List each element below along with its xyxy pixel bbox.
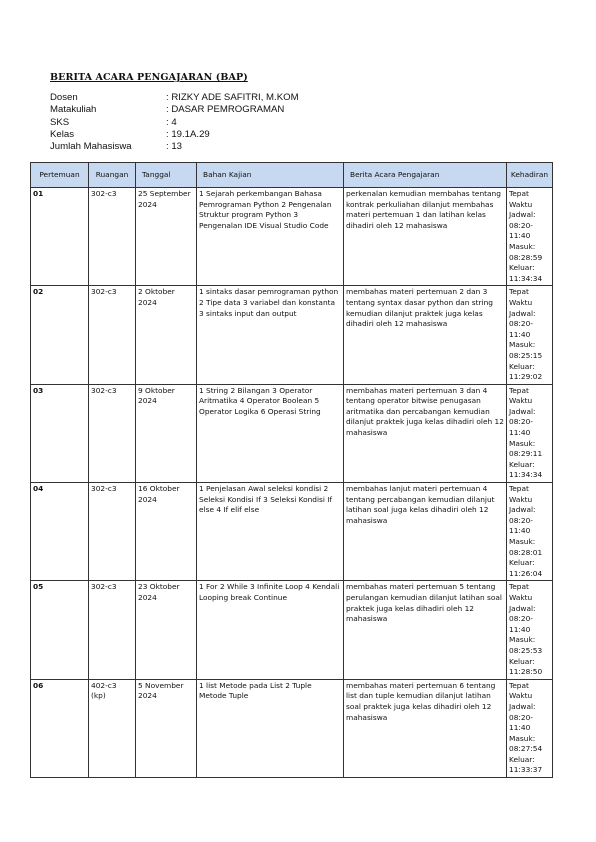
cell-tanggal: 2 Oktober 2024 — [136, 286, 197, 384]
cell-kehadiran: Tepat Waktu Jadwal: 08:20-11:40 Masuk: 08:27:54 Keluar: 11:33:37 — [507, 679, 553, 777]
bap-table — [30, 162, 553, 778]
cell-bahan-kajian: 1 String 2 Bilangan 3 Operator Aritmatika 4 Operator Boolean 5 Operator Logika 6 Operasi String — [197, 384, 344, 482]
info-label: Dosen — [50, 92, 78, 103]
header-kehadiran: Kehadiran — [507, 163, 553, 188]
cell-bahan-kajian: 1 list Metode pada List 2 Tuple Metode Tuple — [197, 679, 344, 777]
course-info — [50, 92, 299, 153]
info-label: Jumlah Mahasiswa — [50, 141, 132, 153]
cell-berita-acara: perkenalan kemudian membahas tentang kontrak perkuliahan dilanjut membahas materi pertemuan 1 dan latihan kelas dihadiri oleh 12 mahasiswa — [344, 188, 507, 286]
cell-kehadiran: Tepat Waktu Jadwal: 08:20-11:40 Masuk: 08:28:01 Keluar: 11:26:04 — [507, 483, 553, 581]
cell-kehadiran: Tepat Waktu Jadwal: 08:20-11:40 Masuk: 08:29:11 Keluar: 11:34:34 — [507, 384, 553, 482]
cell-bahan-kajian: 1 Sejarah perkembangan Bahasa Pemrograman Python 2 Pengenalan Struktur program Python 3 Pengenalan IDE Visual Studio Code — [197, 188, 344, 286]
cell-berita-acara: membahas materi pertemuan 5 tentang perulangan kemudian dilanjut latihan soal praktek juga kelas dihadiri oleh 12 mahasiswa — [344, 581, 507, 679]
header-tanggal: Tanggal — [136, 163, 197, 188]
cell-tanggal: 16 Oktober 2024 — [136, 483, 197, 581]
header-bahan-kajian: Bahan Kajian — [197, 163, 344, 188]
info-value: : 4 — [166, 116, 177, 128]
info-row-dosen — [50, 92, 299, 104]
cell-pertemuan: 01 — [31, 188, 89, 286]
cell-tanggal: 23 Oktober 2024 — [136, 581, 197, 679]
cell-ruangan: 302-c3 — [89, 581, 136, 679]
info-row-kelas — [50, 129, 299, 141]
table-row — [31, 384, 553, 482]
table-header-row — [31, 163, 553, 188]
cell-kehadiran: Tepat Waktu Jadwal: 08:20-11:40 Masuk: 08:28:59 Keluar: 11:34:34 — [507, 188, 553, 286]
header-pertemuan: Pertemuan — [31, 163, 89, 188]
cell-pertemuan: 06 — [31, 679, 89, 777]
cell-pertemuan: 02 — [31, 286, 89, 384]
info-row-jumlah-mahasiswa — [50, 141, 299, 153]
cell-pertemuan: 04 — [31, 483, 89, 581]
cell-tanggal: 25 September 2024 — [136, 188, 197, 286]
cell-berita-acara: membahas lanjut materi pertemuan 4 tentang percabangan kemudian dilanjut latihan soal juga kelas dihadiri oleh 12 mahasiswa — [344, 483, 507, 581]
header-ruangan: Ruangan — [89, 163, 136, 188]
info-label: Matakuliah — [50, 104, 97, 116]
cell-ruangan: 402-c3 (kp) — [89, 679, 136, 777]
info-label: SKS — [50, 116, 70, 128]
info-value: : DASAR PEMROGRAMAN — [166, 104, 285, 116]
table-row — [31, 483, 553, 581]
info-label: Kelas — [50, 128, 74, 140]
cell-bahan-kajian: 1 sintaks dasar pemrograman python 2 Tipe data 3 variabel dan konstanta 3 sintaks input dan output — [197, 286, 344, 384]
cell-ruangan: 302-c3 — [89, 286, 136, 384]
table-row — [31, 286, 553, 384]
cell-tanggal: 9 Oktober 2024 — [136, 384, 197, 482]
document-title: BERITA ACARA PENGAJARAN (BAP) — [50, 72, 248, 83]
cell-ruangan: 302-c3 — [89, 483, 136, 581]
cell-pertemuan: 03 — [31, 384, 89, 482]
info-row-matakuliah — [50, 104, 299, 116]
table-row — [31, 188, 553, 286]
table-row — [31, 581, 553, 679]
cell-berita-acara: membahas materi pertemuan 3 dan 4 tentang operator bitwise penugasan aritmatika dan percabangan kemudian dilanjut praktek juga kelas dihadiri oleh 12 mahasiswa — [344, 384, 507, 482]
info-value: : RIZKY ADE SAFITRI, M.KOM — [166, 92, 299, 103]
table-row — [31, 679, 553, 777]
cell-berita-acara: membahas materi pertemuan 6 tentang list dan tuple kemudian dilanjut latihan soal praktek juga kelas dihadiri oleh 12 mahasiswa — [344, 679, 507, 777]
info-value: : 13 — [166, 141, 183, 153]
cell-bahan-kajian: 1 For 2 While 3 Infinite Loop 4 Kendali Looping break Continue — [197, 581, 344, 679]
cell-kehadiran: Tepat Waktu Jadwal: 08:20-11:40 Masuk: 08:25:53 Keluar: 11:28:50 — [507, 581, 553, 679]
header-berita-acara: Berita Acara Pengajaran — [344, 163, 507, 188]
cell-kehadiran: Tepat Waktu Jadwal: 08:20-11:40 Masuk: 08:25:15 Keluar: 11:29:02 — [507, 286, 553, 384]
cell-bahan-kajian: 1 Penjelasan Awal seleksi kondisi 2 Seleksi Kondisi If 3 Seleksi Kondisi If else 4 If elif else — [197, 483, 344, 581]
cell-berita-acara: membahas materi pertemuan 2 dan 3 tentang syntax dasar python dan string kemudian dilanjut praktek juga kelas dihadiri oleh 12 mahasiswa — [344, 286, 507, 384]
cell-pertemuan: 05 — [31, 581, 89, 679]
cell-ruangan: 302-c3 — [89, 188, 136, 286]
cell-ruangan: 302-c3 — [89, 384, 136, 482]
info-value: : 19.1A.29 — [166, 128, 210, 140]
info-row-sks — [50, 117, 299, 129]
cell-tanggal: 5 November 2024 — [136, 679, 197, 777]
